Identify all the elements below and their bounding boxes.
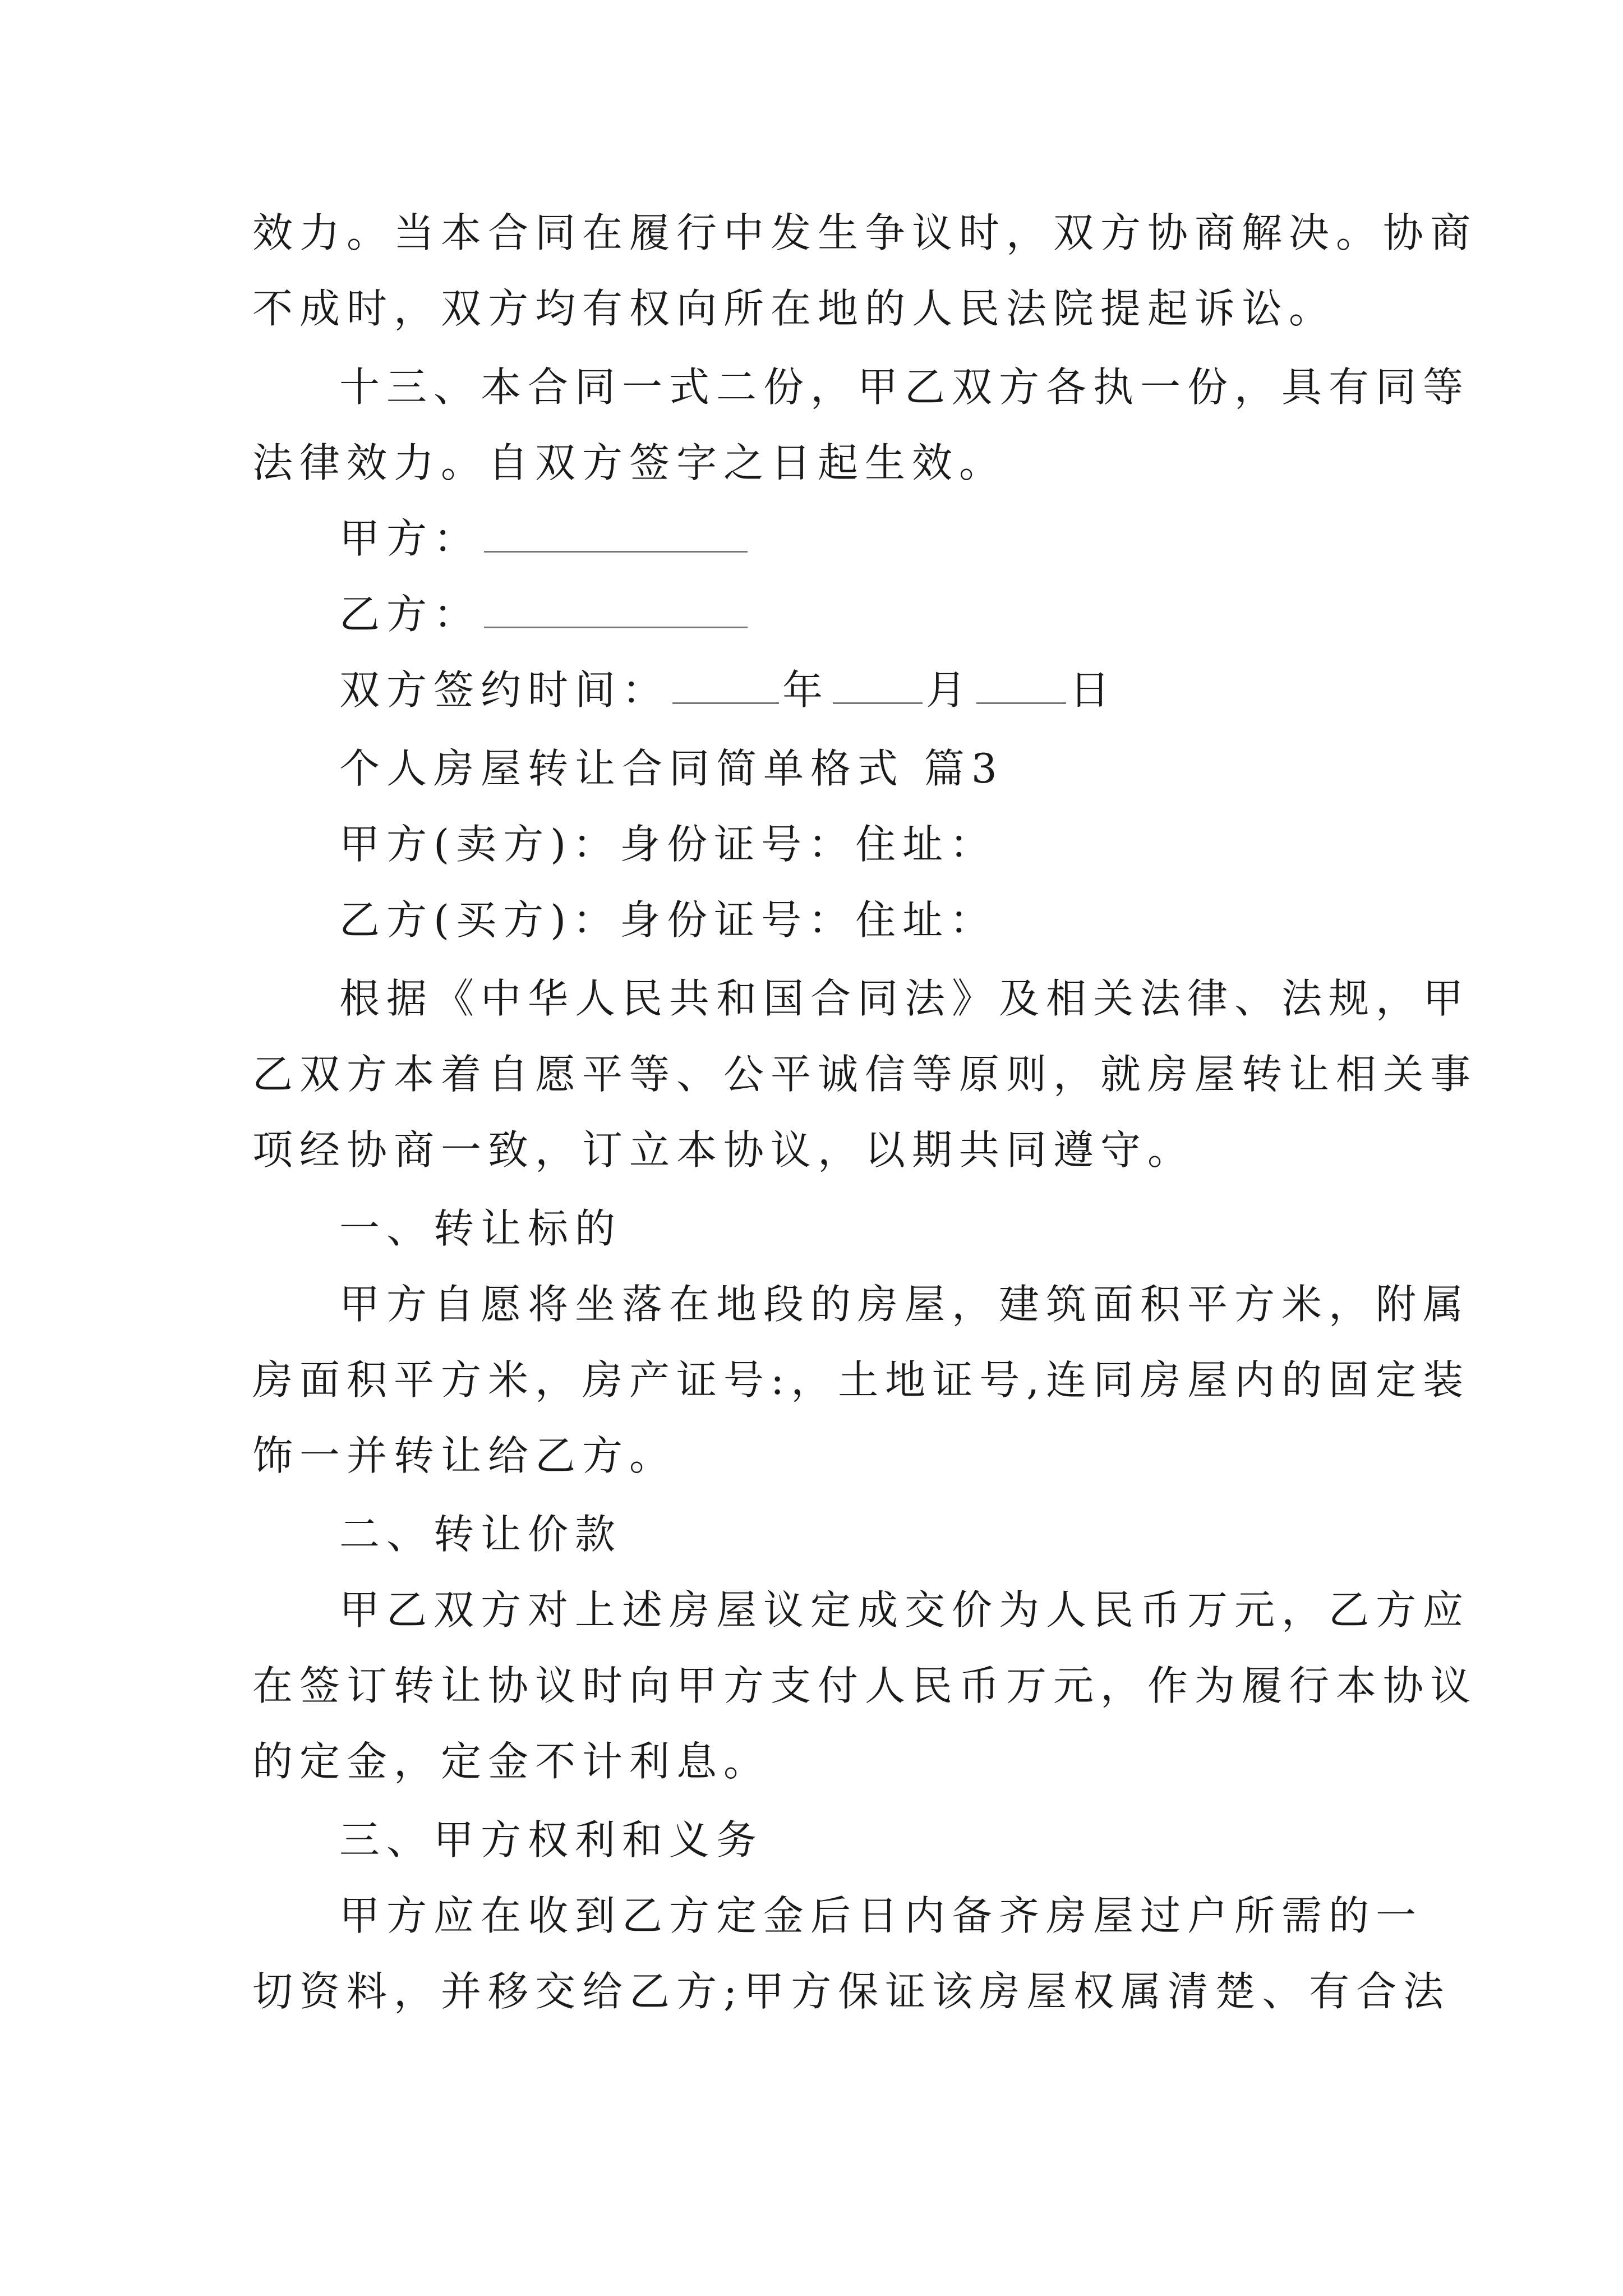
paragraph-line: 根据《中华人民共和国合同法》及相关法律、法规，甲 xyxy=(339,975,1470,1022)
paragraph-line: 切资料，并移交给乙方;甲方保证该房屋权属清楚、有合法 xyxy=(252,1968,1451,2015)
party-b-blank xyxy=(484,587,748,628)
paragraph-line: 项经协商一致，订立本协议，以期共同遵守。 xyxy=(252,1126,1195,1174)
paragraph-line: 在签订转让协议时向甲方支付人民币万元，作为履行本协议 xyxy=(252,1662,1478,1709)
year-label: 年 xyxy=(782,666,830,714)
year-blank xyxy=(672,663,779,704)
paragraph-line: 甲方自愿将坐落在地段的房屋，建筑面积平方米，附属 xyxy=(339,1281,1470,1328)
party-a-blank xyxy=(484,512,748,553)
paragraph-line: 不成时，双方均有权向所在地的人民法院提起诉讼。 xyxy=(252,285,1336,332)
paragraph-line: 饰一并转让给乙方。 xyxy=(252,1432,677,1479)
seller-info-line: 甲方(卖方)：身份证号：住址： xyxy=(339,821,997,868)
clause-heading: 一、转让标的 xyxy=(339,1205,623,1252)
paragraph-line: 法律效力。自双方签字之日起生效。 xyxy=(252,439,1007,486)
sign-date-line xyxy=(339,662,1472,718)
buyer-info-line: 乙方(买方)：身份证号：住址： xyxy=(339,896,997,944)
party-b-label: 乙方： xyxy=(339,591,481,638)
clause-heading: 二、转让价款 xyxy=(339,1511,623,1558)
sign-time-label: 双方签约时间： xyxy=(339,666,670,714)
party-a-signature-line xyxy=(339,510,1472,567)
day-blank xyxy=(976,663,1066,704)
day-label: 日 xyxy=(1069,666,1117,714)
paragraph-line: 乙双方本着自愿平等、公平诚信等原则，就房屋转让相关事 xyxy=(252,1051,1478,1098)
clause-heading: 三、甲方权利和义务 xyxy=(339,1816,764,1864)
party-b-signature-line xyxy=(339,586,1472,642)
paragraph-line: 甲乙双方对上述房屋议定成交价为人民币万元，乙方应 xyxy=(339,1586,1470,1634)
month-blank xyxy=(833,663,923,704)
clause-13-line: 十三、本合同一式二份，甲乙双方各执一份，具有同等 xyxy=(339,364,1470,411)
paragraph-line: 效力。当本合同在履行中发生争议时，双方协商解决。协商 xyxy=(252,209,1478,256)
month-label: 月 xyxy=(926,666,974,714)
paragraph-line: 甲方应在收到乙方定金后日内备齐房屋过户所需的一 xyxy=(339,1892,1423,1939)
section-heading: 个人房屋转让合同简单格式 篇3 xyxy=(339,745,1004,792)
paragraph-line: 房面积平方米，房产证号:，土地证号,连同房屋内的固定装 xyxy=(252,1356,1470,1404)
party-a-label: 甲方： xyxy=(339,515,481,562)
paragraph-line: 的定金，定金不计利息。 xyxy=(252,1738,771,1785)
